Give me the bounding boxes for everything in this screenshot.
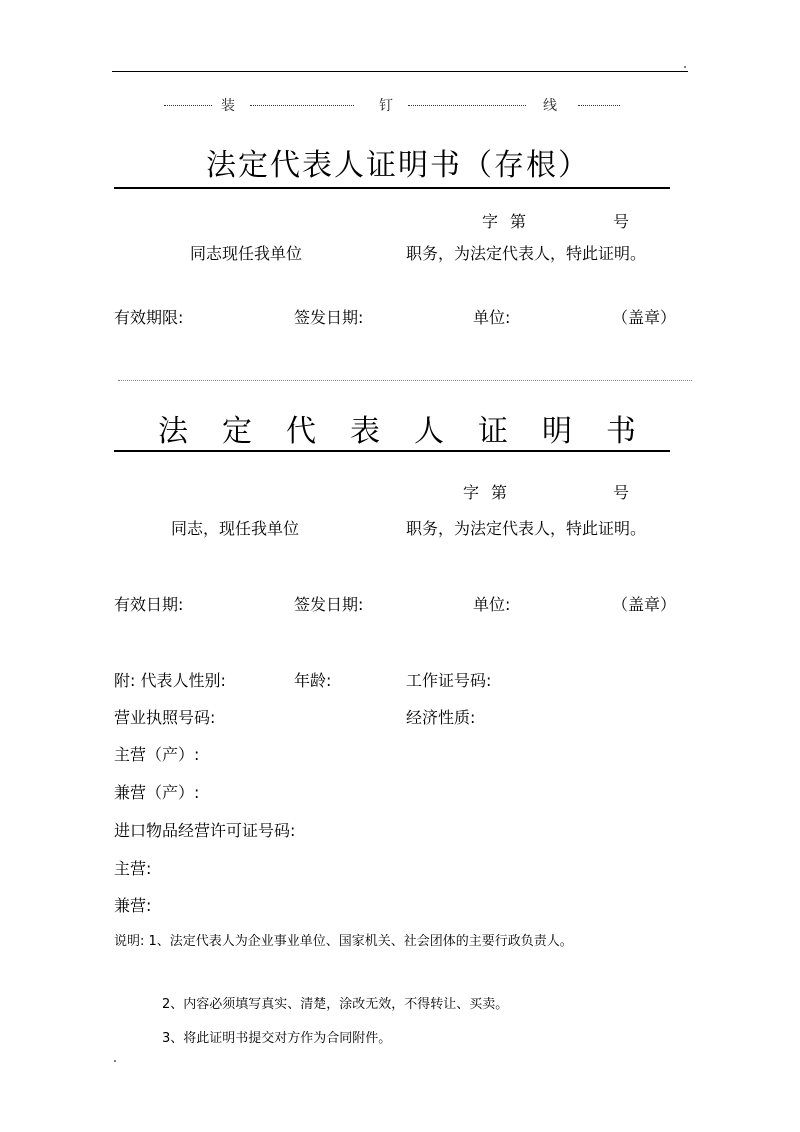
economic-nature-label: 经济性质: xyxy=(406,708,476,727)
binding-char-zhuang: 装 xyxy=(221,98,235,114)
import-license-label: 进口物品经营许可证号码: xyxy=(114,821,296,840)
main-business-label: 主营: xyxy=(114,859,152,878)
certificate-zhiwu-text: 职务，为法定代表人，特此证明。 xyxy=(406,519,647,538)
binding-dots xyxy=(164,105,212,106)
certificate-title-char: 书 xyxy=(606,414,636,449)
main-business-product-label: 主营（产）: xyxy=(114,745,200,764)
certificate-title-char: 代 xyxy=(286,414,316,449)
stub-di: 第 xyxy=(510,212,527,231)
binding-char-ding: 钉 xyxy=(379,98,393,114)
work-id-label: 工作证号码: xyxy=(406,671,492,690)
binding-char-xian: 线 xyxy=(543,98,557,114)
stub-zi: 字 xyxy=(482,212,499,231)
stub-title-rule xyxy=(114,187,670,189)
business-license-label: 营业执照号码: xyxy=(114,708,216,727)
note-1: 说明: 1、法定代表人为企业事业单位、国家机关、社会团体的主要行政负责人。 xyxy=(114,934,573,949)
stub-unit-label: 单位: xyxy=(473,308,511,327)
certificate-title-char: 法 xyxy=(158,414,188,449)
certificate-zi: 字 xyxy=(463,483,480,502)
note-2: 2、内容必须填写真实、清楚，涂改无效，不得转让、买卖。 xyxy=(162,997,509,1012)
binding-dots xyxy=(578,105,620,106)
certificate-hao: 号 xyxy=(613,483,630,502)
binding-dots xyxy=(408,105,526,106)
attachment-gender-label: 附: 代表人性别: xyxy=(114,671,226,690)
age-label: 年龄: xyxy=(294,671,332,690)
certificate-title-char: 明 xyxy=(542,414,572,449)
side-business-label: 兼营: xyxy=(114,896,152,915)
certificate-unit-label: 单位: xyxy=(473,595,511,614)
note-3: 3、将此证明书提交对方作为合同附件。 xyxy=(162,1031,392,1046)
stub-seal-label: （盖章） xyxy=(612,308,677,327)
certificate-validity-label: 有效日期: xyxy=(114,595,184,614)
certificate-title-rule xyxy=(114,450,670,452)
certificate-seal-label: （盖章） xyxy=(612,595,677,614)
corner-mark xyxy=(684,66,686,68)
certificate-title-char: 表 xyxy=(350,414,380,449)
corner-mark xyxy=(114,1060,116,1062)
certificate-di: 第 xyxy=(491,483,508,502)
side-business-product-label: 兼营（产）: xyxy=(114,783,200,802)
certificate-title-char: 定 xyxy=(222,414,252,449)
stub-validity-label: 有效期限: xyxy=(114,308,184,327)
stub-issue-date-label: 签发日期: xyxy=(294,308,364,327)
binding-dots xyxy=(250,105,354,106)
stub-tongzhi-text: 同志现任我单位 xyxy=(190,244,303,263)
stub-zhiwu-text: 职务，为法定代表人，特此证明。 xyxy=(406,244,647,263)
certificate-tongzhi-text: 同志，现任我单位 xyxy=(171,519,300,538)
stub-separator xyxy=(118,380,692,381)
certificate-title-char: 人 xyxy=(414,414,444,449)
certificate-title-char: 证 xyxy=(478,414,508,449)
certificate-issue-date-label: 签发日期: xyxy=(294,595,364,614)
header-rule xyxy=(112,71,688,72)
stub-hao: 号 xyxy=(613,212,630,231)
stub-title: 法定代表人证明书（存根） xyxy=(206,148,590,183)
